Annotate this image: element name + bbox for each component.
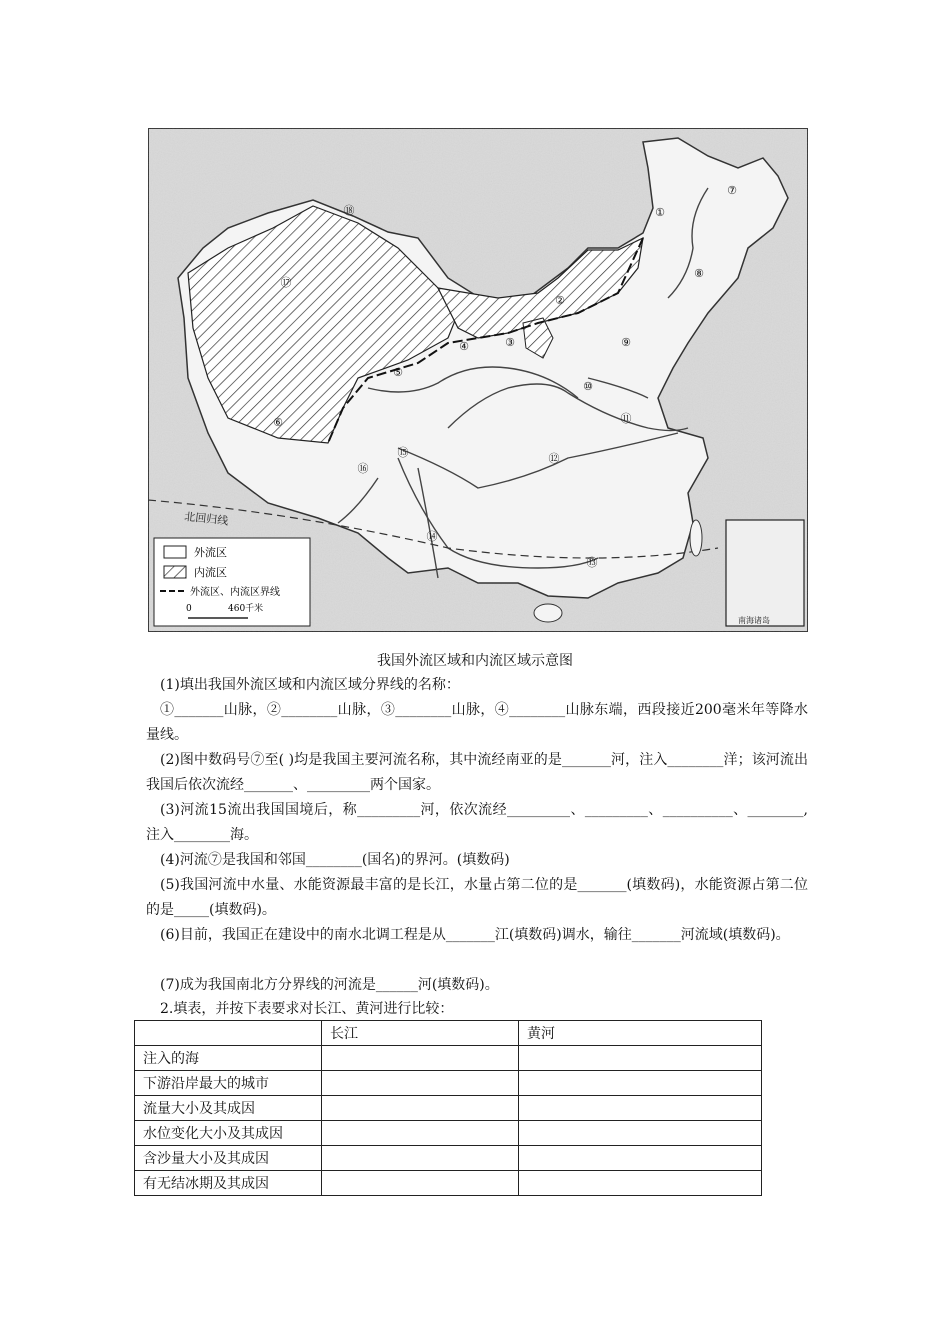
map-marker-4: ④ xyxy=(459,340,469,353)
question-1-blanks: ①_______山脉，②________山脉，③________山脉，④________山脉东端，西段接近200毫米年等降水量线。 xyxy=(146,702,808,743)
row-label: 注入的海 xyxy=(135,1046,322,1071)
answer-cell[interactable] xyxy=(322,1121,519,1146)
comparison-table xyxy=(134,1020,762,1196)
legend-boundary-label: 外流区、内流区界线 xyxy=(190,587,280,598)
south-china-sea-inset xyxy=(726,520,804,626)
map-marker-16: ⑯ xyxy=(357,462,369,475)
answer-cell[interactable] xyxy=(322,1096,519,1121)
map-marker-5: ⑤ xyxy=(393,366,403,379)
map-caption: 我国外流区域和内流区域示意图 xyxy=(377,653,573,669)
row-label: 含沙量大小及其成因 xyxy=(135,1146,322,1171)
map-marker-3: ③ xyxy=(505,336,515,349)
question-table-intro: 2.填表，并按下表要求对长江、黄河进行比较： xyxy=(160,1001,454,1017)
map-marker-18: ⑱ xyxy=(343,204,355,217)
map-marker-8: ⑧ xyxy=(694,267,704,280)
map-marker-12: ⑫ xyxy=(548,452,560,465)
answer-cell[interactable] xyxy=(519,1146,762,1171)
legend-inner-swatch xyxy=(164,566,186,578)
question-3: (3)河流15流出我国国境后，称_________河，依次流经_________、_________、__________、________,注入________海。 xyxy=(146,802,808,843)
table-header-cell: 长江 xyxy=(322,1021,519,1046)
row-label: 水位变化大小及其成因 xyxy=(135,1121,322,1146)
table-header-cell xyxy=(135,1021,322,1046)
question-5: (5)我国河流中水量、水能资源最丰富的是长江，水量占第二位的是_______(填数码)，水能资源占第二位的是_____(填数码)。 xyxy=(146,877,808,918)
table-row xyxy=(135,1071,762,1096)
map-marker-1: ① xyxy=(655,206,665,219)
table-header-cell: 黄河 xyxy=(519,1021,762,1046)
answer-cell[interactable] xyxy=(519,1046,762,1071)
table-row xyxy=(135,1121,762,1146)
map-marker-10: ⑩ xyxy=(583,380,593,393)
hainan-island xyxy=(534,604,562,622)
table-row xyxy=(135,1096,762,1121)
map-marker-17: ⑰ xyxy=(280,276,292,289)
taiwan-island xyxy=(690,520,702,556)
map-marker-11: ⑪ xyxy=(620,412,632,425)
legend-outer-label: 外流区 xyxy=(194,546,227,559)
map-marker-14: ⑭ xyxy=(426,530,438,543)
scale-zero: 0 xyxy=(186,604,192,614)
scale-value: 460千米 xyxy=(228,604,264,614)
map-marker-13: ⑬ xyxy=(586,556,598,569)
inset-label: 南海诸岛 xyxy=(738,616,770,625)
answer-cell[interactable] xyxy=(519,1096,762,1121)
table-row xyxy=(135,1046,762,1071)
map-marker-2: ② xyxy=(555,294,565,307)
answer-cell[interactable] xyxy=(519,1121,762,1146)
map-marker-7: ⑦ xyxy=(727,184,737,197)
answer-cell[interactable] xyxy=(519,1171,762,1196)
row-label: 下游沿岸最大的城市 xyxy=(135,1071,322,1096)
question-6: (6)目前，我国正在建设中的南水北调工程是从_______江(填数码)调水，输往_______河流域(填数码)。 xyxy=(160,927,790,943)
legend-outer-swatch xyxy=(164,546,186,558)
map-marker-9: ⑨ xyxy=(621,336,631,349)
question-7: (7)成为我国南北方分界线的河流是______河(填数码)。 xyxy=(160,977,499,993)
question-4: (4)河流⑦是我国和邻国________(国名)的界河。(填数码) xyxy=(160,852,510,868)
legend-inner-label: 内流区 xyxy=(194,566,227,579)
answer-cell[interactable] xyxy=(322,1046,519,1071)
answer-cell[interactable] xyxy=(322,1171,519,1196)
answer-cell[interactable] xyxy=(322,1071,519,1096)
map-marker-6: ⑥ xyxy=(273,416,283,429)
question-2: (2)图中数码号⑦至( )均是我国主要河流名称，其中流经南亚的是_______河，注入________洋；该河流出我国后依次流经_______、_________两个国家。 xyxy=(146,752,808,793)
row-label: 流量大小及其成因 xyxy=(135,1096,322,1121)
table-row xyxy=(135,1146,762,1171)
tropic-label: 北回归线 xyxy=(183,510,229,528)
question-1-prompt: (1)填出我国外流区域和内流区域分界线的名称： xyxy=(160,677,460,693)
table-row xyxy=(135,1171,762,1196)
answer-cell[interactable] xyxy=(519,1071,762,1096)
map-marker-15: ⑮ xyxy=(397,446,409,459)
answer-cell[interactable] xyxy=(322,1146,519,1171)
china-drainage-map xyxy=(148,128,808,632)
row-label: 有无结冰期及其成因 xyxy=(135,1171,322,1196)
table-header-row xyxy=(135,1021,762,1046)
